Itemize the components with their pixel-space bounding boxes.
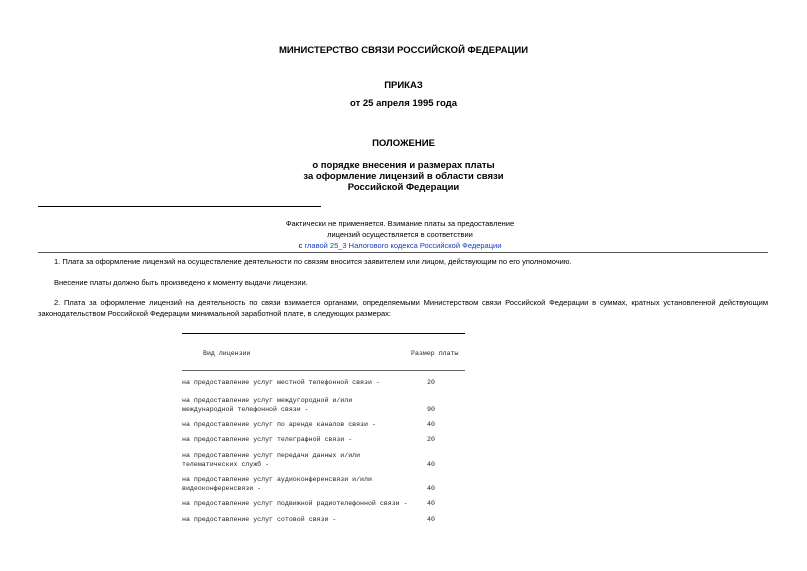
license-type: на предоставление услуг телеграфной связи - (182, 436, 353, 443)
applicability-note (230, 218, 570, 251)
fee-value: 40 (427, 421, 435, 428)
fee-value: 90 (427, 406, 435, 413)
license-type: на предоставление услуг по аренде каналов связи - (182, 421, 376, 428)
column-header-license-type: Вид лицензии (203, 350, 251, 357)
order-date: от 25 апреля 1995 года (350, 98, 457, 109)
regulation-subtitle-line: о порядке внесения и размерах платы (312, 160, 495, 171)
license-type: на предоставление услуг аудиоконференсвязи и/или видеоконференсвязи - (182, 476, 372, 492)
column-header-fee: Размер платы (411, 350, 459, 357)
note-line: лицензий осуществляется в соответствии (327, 230, 473, 239)
fee-value: 20 (427, 436, 435, 443)
divider (38, 252, 768, 253)
regulation-subtitle-line: Российской Федерации (347, 182, 460, 193)
ministry-heading: МИНИСТЕРСТВО СВЯЗИ РОССИЙСКОЙ ФЕДЕРАЦИИ (278, 45, 529, 56)
note-line (230, 240, 570, 251)
fee-value: 40 (427, 516, 435, 523)
regulation-subtitle-line: за оформление лицензий в области связи (303, 171, 504, 182)
license-type: на предоставление услуг подвижной радиотелефонной связи - (182, 500, 408, 507)
license-type: на предоставление услуг передачи данных и/или телематических служб - (182, 452, 361, 468)
divider (38, 206, 321, 207)
note-line: Фактически не применяется. Взимание платы за предоставление (285, 219, 515, 228)
paragraph-1: 1. Плата за оформление лицензий на осуществление деятельности по связям вносится заявителем или лицом, действующим по его уполномочию. (54, 257, 572, 266)
license-type: на предоставление услуг сотовой связи - (182, 516, 337, 523)
regulation-title: ПОЛОЖЕНИЕ (372, 138, 435, 149)
fee-value: 40 (427, 461, 435, 468)
fee-value: 20 (427, 379, 435, 386)
table-rule (182, 333, 465, 334)
fee-table-header (182, 333, 465, 371)
paragraph-2: Внесение платы должно быть произведено к моменту выдачи лицензии. (54, 278, 308, 287)
order-title: ПРИКАЗ (384, 80, 423, 91)
license-type: на предоставление услуг междугородной и/или международной телефонной связи - (182, 397, 353, 413)
regulation-subtitle (0, 160, 807, 193)
paragraph-3: 2. Плата за оформление лицензий на деятельность по связи взимается органами, определяемыми Министерством связи Российской Федерации в суммах, кратных установленной действующим законодательством Российской Федерации минимальной заработной плате, в следующих размерах: (38, 298, 768, 318)
note-prefix: с (298, 241, 305, 250)
license-type: на предоставление услуг местной телефонной связи - (182, 379, 380, 386)
fee-value: 40 (427, 500, 435, 507)
fee-value: 40 (427, 485, 435, 492)
table-rule (182, 370, 465, 371)
tax-code-link[interactable]: главой 25_3 Налогового кодекса Российской Федерации (304, 241, 502, 250)
